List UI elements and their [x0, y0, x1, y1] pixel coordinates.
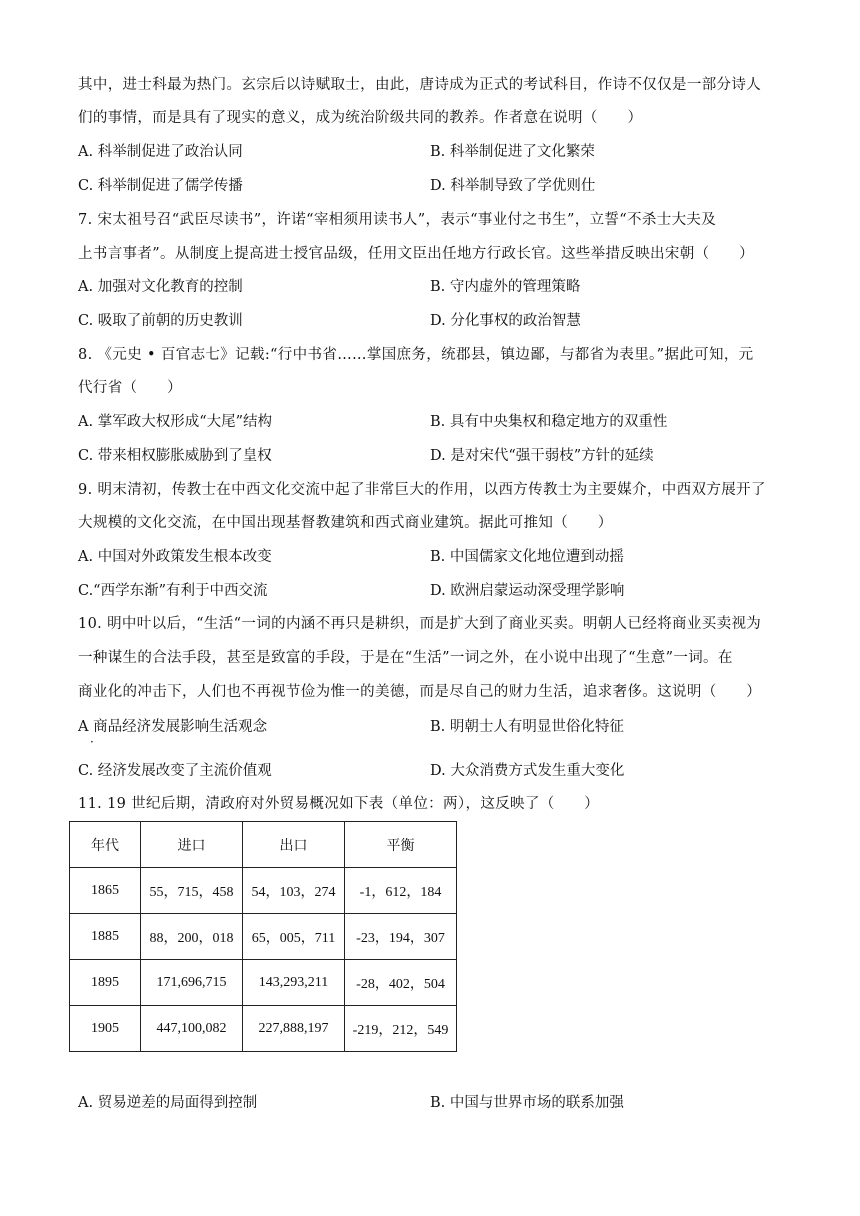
- q10-stem-line-3: 商业化的冲击下，人们也不再视节俭为惟一的美德，而是尽自己的财力生活，追求奢侈。这说明（ ）: [78, 684, 762, 700]
- q8-option-b: B. 具有中央集权和稳定地方的双重性: [430, 414, 668, 430]
- q9-option-d: D. 欧洲启蒙运动深受理学影响: [430, 583, 625, 599]
- table-cell-export: 65，005，711: [243, 914, 345, 960]
- q8-option-a: A. 掌军政大权形成“大尾”结构: [78, 414, 273, 430]
- q10-option-a: A 商品经济发展影响生活观念: [78, 719, 268, 735]
- table-header-year: 年代: [70, 822, 141, 868]
- q6-option-c: C. 科举制促进了儒学传播: [78, 178, 243, 194]
- table-cell-import: 55，715，458: [141, 868, 243, 914]
- table-row: [70, 960, 457, 1006]
- q9-option-a: A. 中国对外政策发生根本改变: [78, 549, 272, 565]
- q6-option-b: B. 科举制促进了文化繁荣: [430, 144, 595, 160]
- q9-stem-line-1: 9. 明末清初，传教士在中西文化交流中起了非常巨大的作用，以西方传教士为主要媒介，中西双方展开了: [78, 482, 766, 498]
- q8-stem-line-2: 代行省（ ）: [78, 380, 182, 396]
- table-cell-year: 1865: [70, 868, 141, 914]
- q10-stem-line-1: 10. 明中叶以后，“生活“一词的内涵不再只是耕织，而是扩大到了商业买卖。明朝人已经将商业买卖视为: [78, 616, 762, 632]
- q10-option-c: C. 经济发展改变了主流价值观: [78, 763, 272, 779]
- q10-option-d: D. 大众消费方式发生重大变化: [430, 763, 625, 779]
- q7-option-a: A. 加强对文化教育的控制: [78, 279, 243, 295]
- table-row: [70, 1006, 457, 1052]
- table-cell-year: 1895: [70, 960, 141, 1006]
- table-cell-export: 227,888,197: [243, 1006, 345, 1052]
- q8-option-c: C. 带来相权膨胀威胁到了皇权: [78, 448, 272, 464]
- q7-stem-line-1: 7. 宋太祖号召“武臣尽读书”，许诺“宰相须用读书人”，表示“事业付之书生”，立誓“不杀士大夫及: [78, 212, 717, 228]
- trade-table: [69, 821, 457, 1052]
- q6-option-a: A. 科举制促进了政治认同: [78, 144, 243, 160]
- q11-option-a: A. 贸易逆差的局面得到控制: [78, 1095, 258, 1111]
- table-cell-import: 88，200，018: [141, 914, 243, 960]
- q8-stem-line-1: 8. 《元史 • 百官志七》记载:“行中书省……掌国庶务，统郡县，镇边鄙，与都省为表里。”据此可知，元: [78, 347, 754, 363]
- q9-option-b: B. 中国儒家文化地位遭到动摇: [430, 549, 624, 565]
- table-cell-balance: -28，402，504: [345, 960, 457, 1006]
- q7-stem-line-2: 上书言事者”。从制度上提高进士授官品级，任用文臣出任地方行政长官。这些举措反映出宋朝（ ）: [78, 246, 755, 262]
- table-cell-balance: -23，194，307: [345, 914, 457, 960]
- q10-option-a-dot: ·: [90, 735, 94, 749]
- q6-stem-line-1: 其中，进士科最为热门。玄宗后以诗赋取士，由此，唐诗成为正式的考试科目，作诗不仅仅是一部分诗人: [78, 77, 762, 93]
- q8-option-d: D. 是对宋代“强干弱枝”方针的延续: [430, 448, 654, 464]
- table-row: [70, 868, 457, 914]
- q11-option-b: B. 中国与世界市场的联系加强: [430, 1095, 624, 1111]
- q10-stem-line-2: 一种谋生的合法手段，甚至是致富的手段，于是在“生活”一词之外，在小说中出现了“生意”一词。在: [78, 650, 733, 666]
- q7-option-d: D. 分化事权的政治智慧: [430, 313, 581, 329]
- table-cell-export: 143,293,211: [243, 960, 345, 1006]
- q6-stem-line-2: 们的事情，而是具有了现实的意义，成为统治阶级共同的教养。作者意在说明（ ）: [78, 110, 643, 126]
- table-header-row: [70, 822, 457, 868]
- q10-option-b: B. 明朝士人有明显世俗化特征: [430, 719, 624, 735]
- q7-option-b: B. 守内虚外的管理策略: [430, 279, 581, 295]
- table-row: [70, 914, 457, 960]
- table-header-balance: 平衡: [345, 822, 457, 868]
- table-cell-balance: -1，612，184: [345, 868, 457, 914]
- table-cell-year: 1905: [70, 1006, 141, 1052]
- q6-option-d: D. 科举制导致了学优则仕: [430, 178, 596, 194]
- table-cell-balance: -219，212，549: [345, 1006, 457, 1052]
- q9-option-c: C.“西学东渐”有利于中西交流: [78, 583, 268, 599]
- table-cell-import: 171,696,715: [141, 960, 243, 1006]
- q7-option-c: C. 吸取了前朝的历史教训: [78, 313, 243, 329]
- q9-stem-line-2: 大规模的文化交流，在中国出现基督教建筑和西式商业建筑。据此可推知（ ）: [78, 515, 613, 531]
- q11-stem-line-1: 11. 19 世纪后期，清政府对外贸易概况如下表（单位：两），这反映了（ ）: [78, 796, 600, 812]
- table-cell-import: 447,100,082: [141, 1006, 243, 1052]
- table-header-import: 进口: [141, 822, 243, 868]
- table-header-export: 出口: [243, 822, 345, 868]
- table-cell-export: 54，103，274: [243, 868, 345, 914]
- table-cell-year: 1885: [70, 914, 141, 960]
